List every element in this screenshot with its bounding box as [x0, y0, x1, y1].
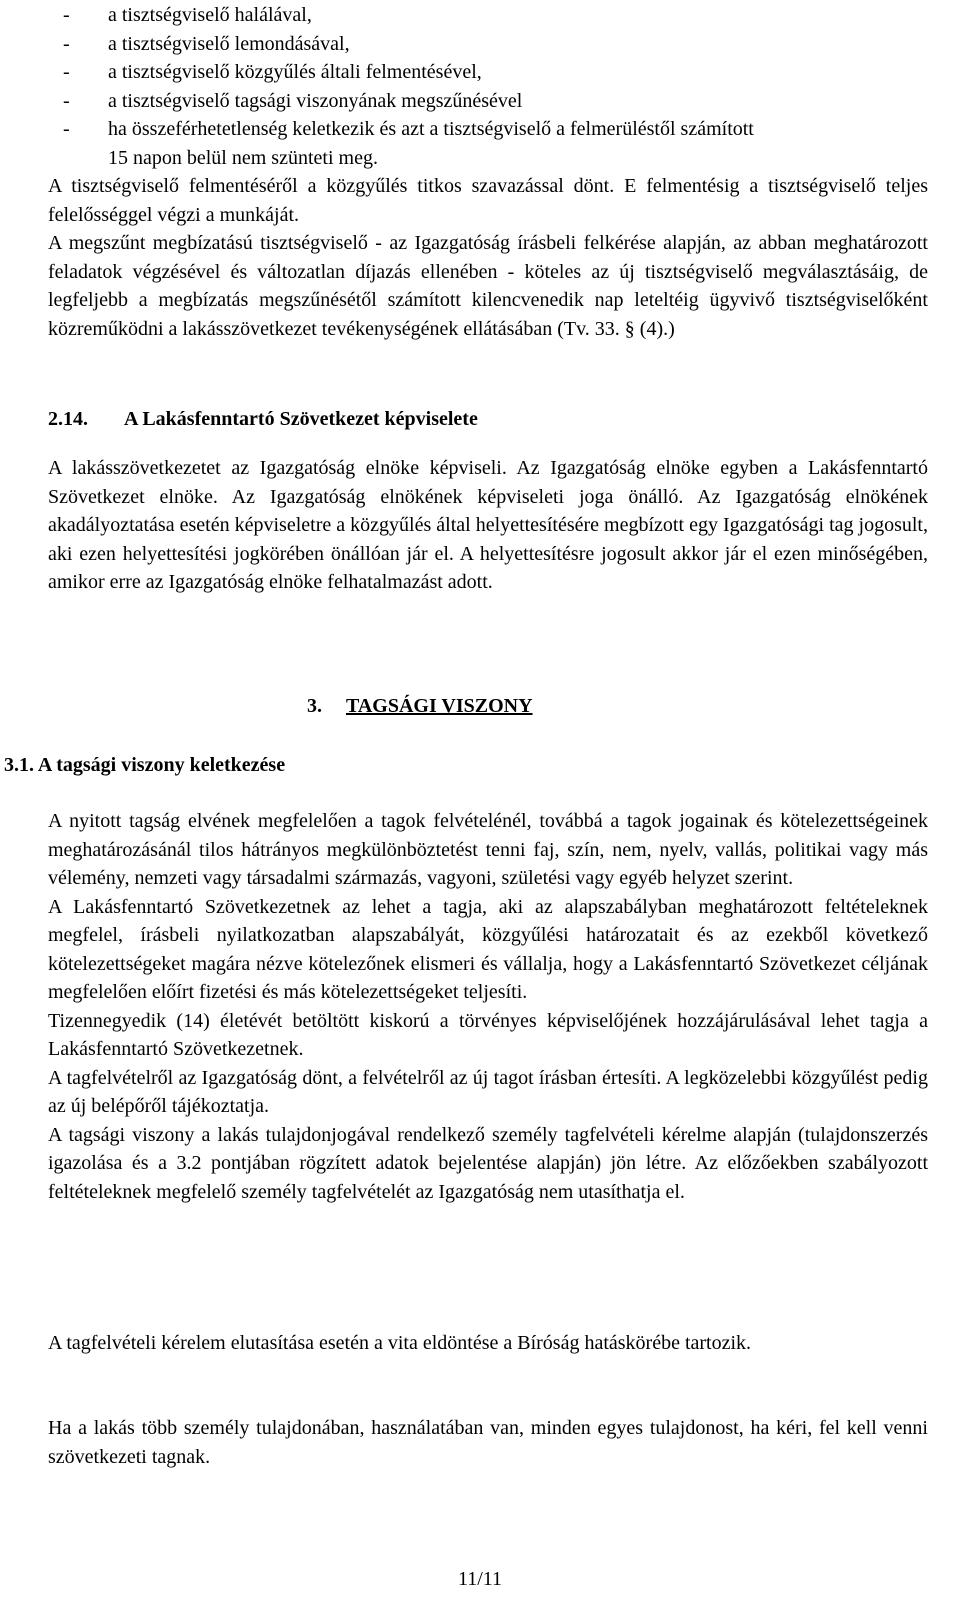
paragraph-expired-mandate	[48, 229, 928, 343]
section-body-2-14	[48, 454, 928, 597]
page-number: 11/11	[457, 1568, 503, 1590]
paragraph-text: A tagfelvételről az Igazgatóság dönt, a felvételről az új tagot írásban értesíti. A legközelebbi közgyűlést pedig az új belépőről tájékoztatja.	[48, 1066, 928, 1117]
chapter-title: TAGSÁGI VISZONY	[346, 695, 533, 717]
list-item-text: a tisztségviselő tagsági viszonyának megszűnésével	[108, 89, 523, 112]
list-dash: -	[63, 89, 70, 112]
list-item	[48, 58, 928, 87]
list-item	[48, 87, 928, 116]
section-title: A Lakásfenntartó Szövetkezet képviselete	[124, 408, 478, 430]
list-item-text: a tisztségviselő közgyűlés általi felmentésével,	[108, 61, 482, 83]
section-heading-3-1	[4, 751, 904, 781]
paragraph-text: A tagfelvételi kérelem elutasítása esetén a vita eldöntése a Bíróság hatáskörébe tartozik.	[48, 1332, 752, 1354]
paragraph-text: A nyitott tagság elvének megfelelően a tagok felvételénél, továbbá a tagok jogainak és kötelezettségeinek meghatározásánál tilos hátrányos megkülönböztetést tenni faj, szín, nem, nyelv, vallás, politikai vagy más vélemény, nemzeti vagy társadalmi származás, vagyoni, születési vagy egyéb helyzet szerint.	[48, 810, 928, 889]
chapter-heading-3	[48, 692, 928, 722]
list-item	[48, 30, 928, 59]
list-item-text: ha összeférhetetlenség keletkezik és azt a tisztségviselő a felmerüléstől számított	[108, 118, 754, 140]
paragraph-text: Tizennegyedik (14) életévét betöltött kiskorú a törvényes képviselőjének hozzájárulásával lehet tagja a Lakásfenntartó Szövetkezetnek.	[48, 1009, 928, 1060]
list-dash: -	[63, 32, 70, 55]
list-item-text: a tisztségviselő halálával,	[108, 4, 312, 26]
list-item-continuation: 15 napon belül nem szünteti meg.	[108, 146, 378, 169]
list-item	[48, 115, 928, 144]
list-item	[48, 1, 928, 30]
list-item-text: a tisztségviselő lemondásával,	[108, 32, 350, 55]
paragraph-multiple-owners	[48, 1414, 928, 1471]
paragraph-text: A megszűnt megbízatású tisztségviselő - az Igazgatóság írásbeli felkérése alapján, az abban meghatározott feladatok végzésével és változatlan díjazás ellenében - köteles az új tisztségviselő megválasztásáig, de legfeljebb a megbízatás megszűnésétől számított kilencvenedik nap leteltéig ügyvivő tisztségviselőként közreműködni a lakásszövetkezet tevékenységének ellátásában (Tv. 33. § (4).)	[48, 232, 928, 340]
section-title: 3.1. A tagsági viszony keletkezése	[4, 754, 286, 776]
section-body-3-1	[48, 807, 928, 1206]
paragraph-text: Ha a lakás több személy tulajdonában, használatában van, minden egyes tulajdonost, ha kéri, fel kell venni szövetkezeti tagnak.	[48, 1417, 928, 1468]
paragraph-rejection	[48, 1329, 928, 1358]
section-number: 2.14.	[48, 408, 88, 430]
termination-list	[48, 1, 928, 172]
paragraph-dismissal	[48, 172, 928, 229]
list-dash: -	[63, 4, 70, 26]
paragraph-text: A lakásszövetkezetet az Igazgatóság elnöke képviseli. Az Igazgatóság elnöke egyben a Lakásfenntartó Szövetkezet elnöke. Az Igazgatóság elnökének képviseleti joga önálló. Az Igazgatóság elnökének akadályoztatása esetén képviseletre a közgyűlés által helyettesítésére megbízott egy Igazgatósági tag jogosult, aki ezen helyettesítési jogkörében önállóan jár el. A helyettesítésre jogosult akkor jár el ezen minőségében, amikor erre az Igazgatóság elnöke felhatalmazást adott.	[48, 457, 928, 593]
section-heading-2-14	[48, 405, 928, 435]
list-dash: -	[63, 118, 70, 140]
list-dash: -	[63, 61, 70, 83]
paragraph-text: A Lakásfenntartó Szövetkezetnek az lehet a tagja, aki az alapszabályban meghatározott feltételeknek megfelel, írásbeli nyilatkozatban alapszabályát, közgyűlési határozatait és az ezekből következő kötelezettségeket magára nézve kötelezőnek elismeri és vállalja, hogy a Lakásfenntartó Szövetkezet céljának megfelelően előírt fizetési és más kötelezettségeket teljesíti.	[48, 895, 928, 1003]
paragraph-text: A tisztségviselő felmentéséről a közgyűlés titkos szavazással dönt. E felmentésig a tisztségviselő teljes felelősséggel végzi a munkáját.	[48, 175, 928, 226]
chapter-number: 3.	[307, 695, 322, 717]
paragraph-text: A tagsági viszony a lakás tulajdonjogával rendelkező személy tagfelvételi kérelme alapján (tulajdonszerzés igazolása és a 3.2 pontjában rögzített adatok bejelentése alapján) jön létre. Az előzőekben szabályozott feltételeknek megfelelő személy tagfelvételét az Igazgatóság nem utasíthatja el.	[48, 1123, 928, 1203]
